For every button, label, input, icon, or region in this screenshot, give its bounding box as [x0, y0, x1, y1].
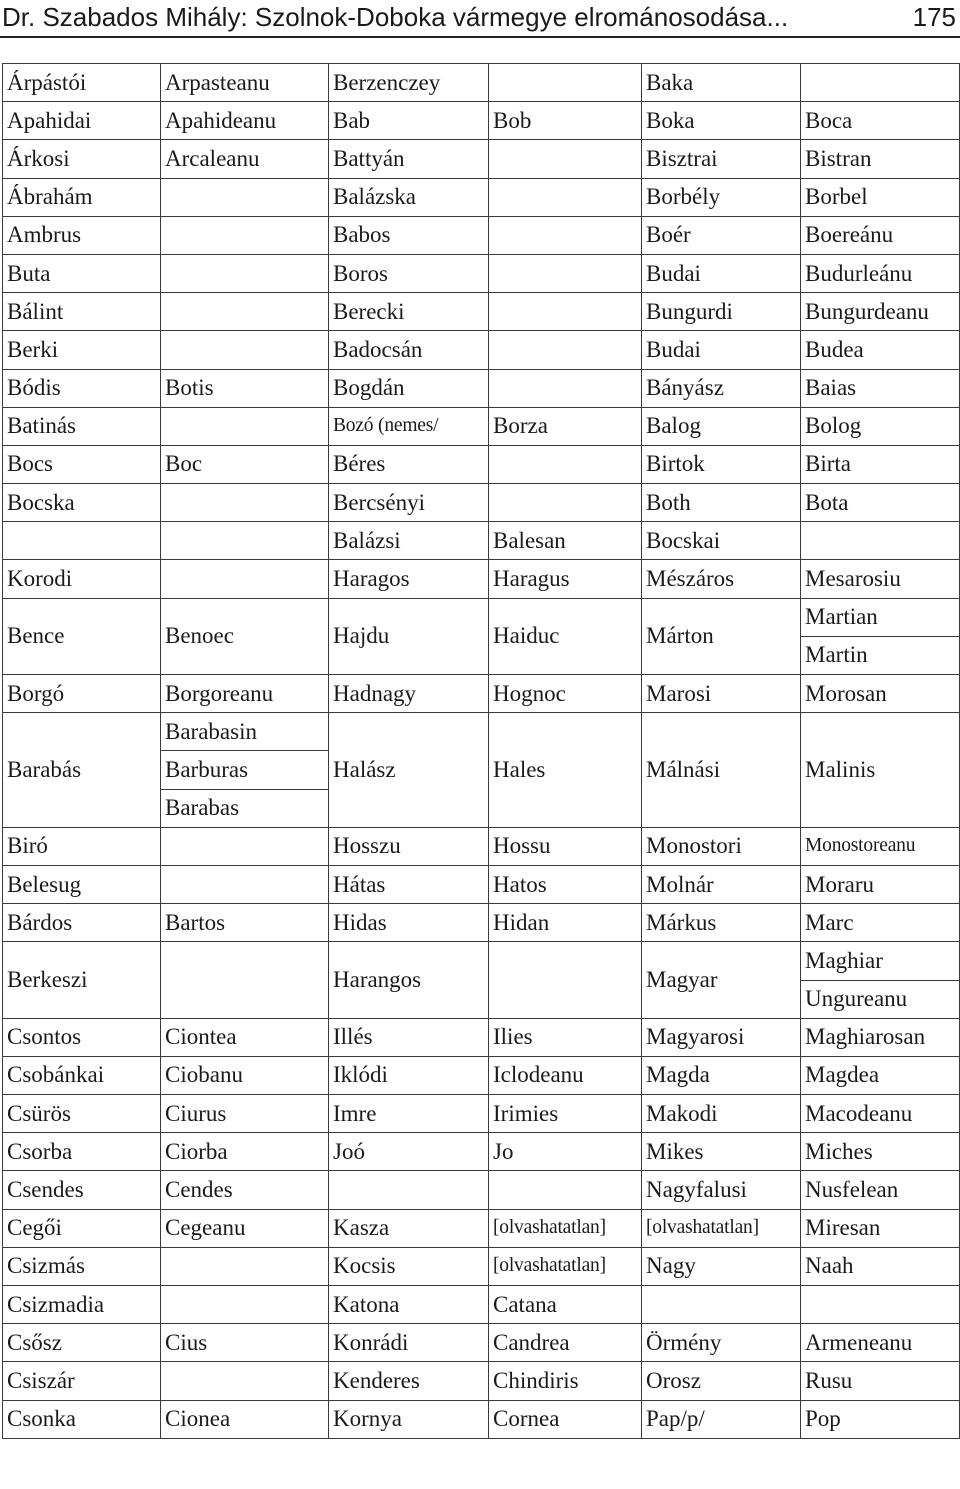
table-cell: Bartos — [161, 904, 329, 942]
table-cell: Monostoreanu — [801, 827, 960, 865]
table-cell: Cegői — [3, 1209, 161, 1247]
table-cell: Martian — [801, 598, 960, 636]
table-row — [3, 445, 960, 483]
table-cell: Nusfelean — [801, 1171, 960, 1209]
table-cell: Iklódi — [329, 1056, 489, 1094]
table-cell — [801, 522, 960, 560]
table-cell: Birtok — [642, 445, 801, 483]
table-cell: Belesug — [3, 865, 161, 903]
table-cell: Berki — [3, 331, 161, 369]
table-row — [3, 904, 960, 942]
table-cell: Hidas — [329, 904, 489, 942]
table-cell: Balázska — [329, 178, 489, 216]
table-cell: Csobánkai — [3, 1056, 161, 1094]
table-cell: Málnási — [642, 713, 801, 828]
table-row — [3, 1056, 960, 1094]
table-cell: Balesan — [489, 522, 642, 560]
table-cell: Halász — [329, 713, 489, 828]
table-cell: Csorba — [3, 1133, 161, 1171]
table-cell — [161, 942, 329, 1018]
table-cell — [489, 369, 642, 407]
table-cell: Monostori — [642, 827, 801, 865]
table-cell: Hátas — [329, 865, 489, 903]
table-cell — [161, 1286, 329, 1324]
table-row — [3, 254, 960, 292]
table-cell: Magyarosi — [642, 1018, 801, 1056]
table-cell: Bocs — [3, 445, 161, 483]
table-cell — [161, 1247, 329, 1285]
table-cell — [161, 522, 329, 560]
table-cell: Miches — [801, 1133, 960, 1171]
table-cell: Benoec — [161, 598, 329, 674]
table-cell — [489, 64, 642, 102]
table-cell: Moraru — [801, 865, 960, 903]
table-cell — [801, 1286, 960, 1324]
table-cell: Bence — [3, 598, 161, 674]
table-cell: Miresan — [801, 1209, 960, 1247]
table-cell: Haragus — [489, 560, 642, 598]
table-cell — [161, 331, 329, 369]
table-cell: Nagyfalusi — [642, 1171, 801, 1209]
table-cell: Árkosi — [3, 140, 161, 178]
table-cell: Márton — [642, 598, 801, 674]
table-cell: Borza — [489, 407, 642, 445]
table-cell: Ambrus — [3, 216, 161, 254]
table-cell: Barabás — [3, 713, 161, 828]
table-cell: Botis — [161, 369, 329, 407]
table-cell — [642, 1286, 801, 1324]
table-cell: Budurleánu — [801, 254, 960, 292]
table-cell — [489, 293, 642, 331]
table-cell: Baka — [642, 64, 801, 102]
table-cell: Bisztrai — [642, 140, 801, 178]
table-row — [3, 1095, 960, 1133]
table-row — [3, 675, 960, 713]
table-cell: Babos — [329, 216, 489, 254]
table-cell: Magdea — [801, 1056, 960, 1094]
table-cell: Malinis — [801, 713, 960, 828]
table-cell: Hidan — [489, 904, 642, 942]
table-cell: Hales — [489, 713, 642, 828]
table-cell: Pop — [801, 1400, 960, 1438]
table-cell: Berecki — [329, 293, 489, 331]
table-cell: Kocsis — [329, 1247, 489, 1285]
table-cell: Bungurdi — [642, 293, 801, 331]
table-cell: Csősz — [3, 1324, 161, 1362]
table-cell: Catana — [489, 1286, 642, 1324]
table-cell: Rusu — [801, 1362, 960, 1400]
table-cell: Mészáros — [642, 560, 801, 598]
table-cell: Bolog — [801, 407, 960, 445]
table-cell — [161, 865, 329, 903]
table-cell: Makodi — [642, 1095, 801, 1133]
table-cell: Candrea — [489, 1324, 642, 1362]
table-cell — [161, 407, 329, 445]
table-cell: Katona — [329, 1286, 489, 1324]
table-cell: Haragos — [329, 560, 489, 598]
table-cell — [489, 331, 642, 369]
table-row — [3, 1286, 960, 1324]
table-cell: Budea — [801, 331, 960, 369]
table-cell: Baias — [801, 369, 960, 407]
table-cell: Csizmás — [3, 1247, 161, 1285]
table-cell: Berkeszi — [3, 942, 161, 1018]
table-cell: Marc — [801, 904, 960, 942]
table-cell: Irimies — [489, 1095, 642, 1133]
table-cell: Hognoc — [489, 675, 642, 713]
table-cell: Kornya — [329, 1400, 489, 1438]
table-cell: Ciobanu — [161, 1056, 329, 1094]
table-cell: Orosz — [642, 1362, 801, 1400]
table-cell — [489, 178, 642, 216]
table-cell: Battyán — [329, 140, 489, 178]
table-cell: Csürös — [3, 1095, 161, 1133]
table-cell — [161, 293, 329, 331]
table-cell: Budai — [642, 254, 801, 292]
table-cell — [161, 254, 329, 292]
table-cell: Bab — [329, 102, 489, 140]
table-row — [3, 1362, 960, 1400]
table-cell: [olvashatatlan] — [489, 1209, 642, 1247]
table-cell: Hossu — [489, 827, 642, 865]
table-cell: Csendes — [3, 1171, 161, 1209]
table-cell: Apahidai — [3, 102, 161, 140]
table-cell: Balázsi — [329, 522, 489, 560]
table-cell: Hatos — [489, 865, 642, 903]
table-cell: Ciorba — [161, 1133, 329, 1171]
table-cell: Boca — [801, 102, 960, 140]
table-cell: Csiszár — [3, 1362, 161, 1400]
surname-table-body — [3, 64, 960, 1439]
table-row — [3, 942, 960, 980]
table-row — [3, 331, 960, 369]
table-cell: [olvashatatlan] — [642, 1209, 801, 1247]
table-cell — [489, 1171, 642, 1209]
table-cell: Bocska — [3, 484, 161, 522]
table-cell: Kasza — [329, 1209, 489, 1247]
table-cell: Pap/p/ — [642, 1400, 801, 1438]
table-cell: Maghiar — [801, 942, 960, 980]
table-cell — [489, 445, 642, 483]
table-cell — [489, 484, 642, 522]
table-row — [3, 407, 960, 445]
table-cell: Apahideanu — [161, 102, 329, 140]
table-cell: Konrádi — [329, 1324, 489, 1362]
table-cell: Bogdán — [329, 369, 489, 407]
table-cell: Biró — [3, 827, 161, 865]
table-cell: Bódis — [3, 369, 161, 407]
table-row — [3, 102, 960, 140]
table-cell — [489, 254, 642, 292]
table-cell — [489, 942, 642, 1018]
table-cell: Márkus — [642, 904, 801, 942]
table-cell: Martin — [801, 636, 960, 674]
table-cell: Balog — [642, 407, 801, 445]
table-cell: Harangos — [329, 942, 489, 1018]
table-cell: Iclodeanu — [489, 1056, 642, 1094]
table-cell — [161, 560, 329, 598]
table-cell: Béres — [329, 445, 489, 483]
table-cell: Joó — [329, 1133, 489, 1171]
table-cell: Bercsényi — [329, 484, 489, 522]
table-cell: Korodi — [3, 560, 161, 598]
table-row — [3, 1247, 960, 1285]
table-row — [3, 216, 960, 254]
table-cell: Haiduc — [489, 598, 642, 674]
table-cell — [161, 827, 329, 865]
table-cell: Mesarosiu — [801, 560, 960, 598]
table-cell: Boereánu — [801, 216, 960, 254]
table-cell: Molnár — [642, 865, 801, 903]
table-cell: Magda — [642, 1056, 801, 1094]
table-cell: Bányász — [642, 369, 801, 407]
table-cell: [olvashatatlan] — [489, 1247, 642, 1285]
table-row — [3, 827, 960, 865]
table-cell: Bálint — [3, 293, 161, 331]
surname-table — [2, 63, 960, 1439]
table-cell: Budai — [642, 331, 801, 369]
table-cell: Csonka — [3, 1400, 161, 1438]
table-cell: Bárdos — [3, 904, 161, 942]
table-cell: Barabasin — [161, 713, 329, 751]
table-row — [3, 713, 960, 751]
table-row — [3, 64, 960, 102]
table-cell: Hadnagy — [329, 675, 489, 713]
table-cell: Hajdu — [329, 598, 489, 674]
table-row — [3, 293, 960, 331]
table-cell: Birta — [801, 445, 960, 483]
table-cell: Csontos — [3, 1018, 161, 1056]
table-cell: Cornea — [489, 1400, 642, 1438]
table-cell — [329, 1171, 489, 1209]
table-cell: Arpasteanu — [161, 64, 329, 102]
table-row — [3, 1171, 960, 1209]
table-cell — [489, 216, 642, 254]
table-cell: Magyar — [642, 942, 801, 1018]
table-cell: Both — [642, 484, 801, 522]
table-row — [3, 1209, 960, 1247]
table-cell: Boka — [642, 102, 801, 140]
table-row — [3, 369, 960, 407]
table-cell — [161, 216, 329, 254]
running-title: Dr. Szabados Mihály: Szolnok-Doboka vármegye elrománosodása... — [2, 2, 789, 32]
table-cell: Ilies — [489, 1018, 642, 1056]
table-cell: Barburas — [161, 751, 329, 789]
table-cell: Borgoreanu — [161, 675, 329, 713]
table-cell: Macodeanu — [801, 1095, 960, 1133]
table-cell: Boc — [161, 445, 329, 483]
table-cell: Bistran — [801, 140, 960, 178]
table-cell: Boros — [329, 254, 489, 292]
table-cell: Kenderes — [329, 1362, 489, 1400]
table-cell: Cius — [161, 1324, 329, 1362]
table-cell: Buta — [3, 254, 161, 292]
table-cell: Barabas — [161, 789, 329, 827]
table-cell: Ungureanu — [801, 980, 960, 1018]
table-row — [3, 598, 960, 636]
table-cell: Örmény — [642, 1324, 801, 1362]
table-row — [3, 484, 960, 522]
table-row — [3, 1400, 960, 1438]
table-cell — [161, 1362, 329, 1400]
table-cell — [489, 140, 642, 178]
table-cell: Imre — [329, 1095, 489, 1133]
table-cell: Bob — [489, 102, 642, 140]
table-row — [3, 140, 960, 178]
table-cell: Borbel — [801, 178, 960, 216]
table-cell: Bota — [801, 484, 960, 522]
table-row — [3, 522, 960, 560]
page-number: 175 — [912, 2, 956, 32]
table-cell — [3, 522, 161, 560]
table-cell: Bocskai — [642, 522, 801, 560]
table-cell: Mikes — [642, 1133, 801, 1171]
table-cell: Ábrahám — [3, 178, 161, 216]
table-cell: Bungurdeanu — [801, 293, 960, 331]
table-row — [3, 178, 960, 216]
table-cell — [161, 178, 329, 216]
table-row — [3, 560, 960, 598]
table-cell: Ciurus — [161, 1095, 329, 1133]
table-cell: Marosi — [642, 675, 801, 713]
table-cell: Boér — [642, 216, 801, 254]
table-cell: Morosan — [801, 675, 960, 713]
table-cell: Naah — [801, 1247, 960, 1285]
table-cell: Bozó (nemes/ — [329, 407, 489, 445]
table-row — [3, 865, 960, 903]
table-cell: Nagy — [642, 1247, 801, 1285]
table-cell: Berzenczey — [329, 64, 489, 102]
table-cell — [161, 484, 329, 522]
table-cell: Illés — [329, 1018, 489, 1056]
table-cell: Maghiarosan — [801, 1018, 960, 1056]
table-cell: Chindiris — [489, 1362, 642, 1400]
table-cell: Borgó — [3, 675, 161, 713]
table-row — [3, 1018, 960, 1056]
table-cell: Ciontea — [161, 1018, 329, 1056]
table-cell: Jo — [489, 1133, 642, 1171]
table-cell: Cegeanu — [161, 1209, 329, 1247]
table-cell: Borbély — [642, 178, 801, 216]
page-header — [0, 0, 960, 38]
table-row — [3, 1324, 960, 1362]
table-cell — [801, 64, 960, 102]
table-row — [3, 1133, 960, 1171]
table-cell: Armeneanu — [801, 1324, 960, 1362]
table-cell: Batinás — [3, 407, 161, 445]
table-cell: Hosszu — [329, 827, 489, 865]
table-cell: Cendes — [161, 1171, 329, 1209]
table-cell: Árpástói — [3, 64, 161, 102]
table-cell: Cionea — [161, 1400, 329, 1438]
table-cell: Arcaleanu — [161, 140, 329, 178]
table-cell: Csizmadia — [3, 1286, 161, 1324]
table-cell: Badocsán — [329, 331, 489, 369]
